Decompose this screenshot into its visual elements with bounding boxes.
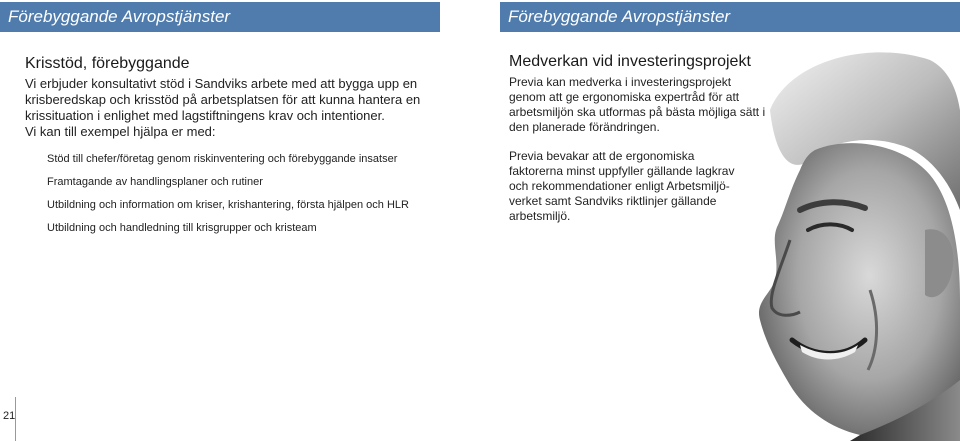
paragraph-line: Previa kan medverka i investeringsprojekt — [509, 75, 732, 89]
paragraph-line: genom att ge ergonomiska expertråd för att — [509, 90, 740, 104]
right-section-title: Medverkan vid investeringsprojekt — [509, 53, 751, 70]
right-paragraph-2 — [509, 149, 789, 224]
left-intro — [25, 76, 445, 140]
list-item: Utbildning och handledning till krisgrupper och kristeam — [47, 222, 317, 234]
service-list — [47, 152, 427, 244]
right-page — [480, 0, 960, 441]
paragraph-line: faktorerna minst uppfyller gällande lagkrav — [509, 164, 735, 178]
right-paragraph-1 — [509, 75, 789, 135]
right-header-bar: Förebyggande Avropstjänster — [500, 2, 960, 32]
paragraph-line: och rekommendationer enligt Arbetsmiljö- — [509, 179, 730, 193]
paragraph-line: arbetsmiljö. — [509, 209, 571, 223]
intro-line: Vi erbjuder konsultativt stöd i Sandviks arbete med att bygga upp en — [25, 76, 418, 91]
left-content — [25, 55, 445, 140]
left-header-bar: Förebyggande Avropstjänster — [0, 2, 440, 32]
paragraph-line: Previa bevakar att de ergonomiska — [509, 149, 695, 163]
list-item: Framtagande av handlingsplaner och rutiner — [47, 176, 263, 188]
intro-line: Vi kan till exempel hjälpa er med: — [25, 124, 216, 139]
left-section-title: Krisstöd, förebyggande — [25, 55, 190, 72]
list-item: Stöd till chefer/företag genom riskinventering och förebyggande insatser — [47, 153, 398, 165]
list-item: Utbildning och information om kriser, krishantering, första hjälpen och HLR — [47, 199, 409, 211]
paragraph-line: den planerade förändringen. — [509, 120, 660, 134]
paragraph-line: verket samt Sandviks riktlinjer gällande — [509, 194, 717, 208]
page-number-left: 21 — [3, 410, 16, 422]
intro-line: krisberedskap och krisstöd på arbetsplatsen för att kunna hantera en — [25, 92, 421, 107]
intro-line: krissituation i enlighet med lagstiftningens krav och intentioner. — [25, 108, 385, 123]
paragraph-line: arbetsmiljön ska utformas på bästa möjliga sätt i — [509, 105, 766, 119]
right-content — [509, 53, 789, 224]
